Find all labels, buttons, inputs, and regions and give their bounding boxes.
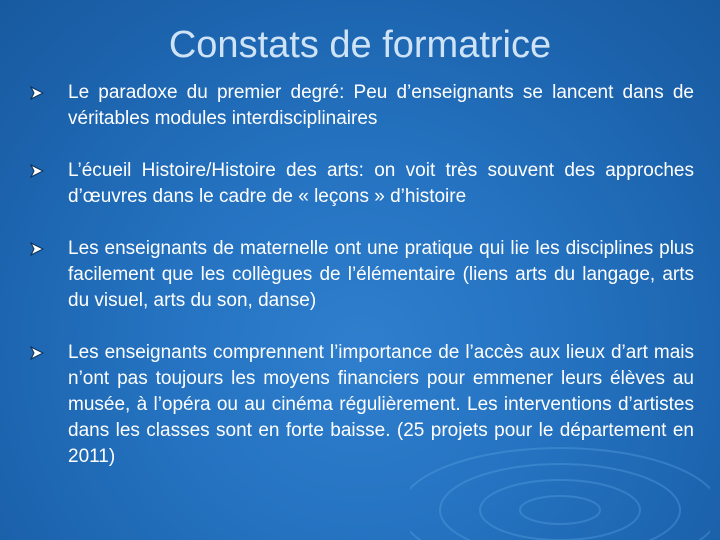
bullet-text: Les enseignants de maternelle ont une pratique qui lie les disciplines plus facilement que les collègues de l’élémentaire (liens arts du langage, arts du visuel, arts du son, danse)	[68, 238, 694, 311]
bullet-text: Les enseignants comprennent l’importance de l’accès aux lieux d’art mais n’ont pas toujours les moyens financiers pour emmener leurs élèves au musée, à l’opéra ou au cinéma régulièrement. Les interventions d’artistes dans les classes sont en forte baisse. (25 projets pour le département en 2011)	[68, 342, 694, 467]
arrowhead-bullet-icon	[30, 346, 44, 360]
arrowhead-bullet-icon	[30, 164, 44, 178]
bullet-item	[30, 158, 694, 210]
bullet-list	[30, 80, 694, 498]
arrowhead-bullet-icon	[30, 86, 44, 100]
bullet-text: L’écueil Histoire/Histoire des arts: on voit très souvent des approches d’œuvres dans le cadre de « leçons » d’histoire	[68, 160, 694, 207]
bullet-item	[30, 80, 694, 132]
arrowhead-bullet-icon	[30, 242, 44, 256]
bullet-item	[30, 340, 694, 470]
bullet-text: Le paradoxe du premier degré: Peu d’enseignants se lancent dans de véritables modules interdisciplinaires	[68, 82, 694, 129]
bullet-item	[30, 236, 694, 314]
slide-title: Constats de formatrice	[168, 24, 552, 66]
